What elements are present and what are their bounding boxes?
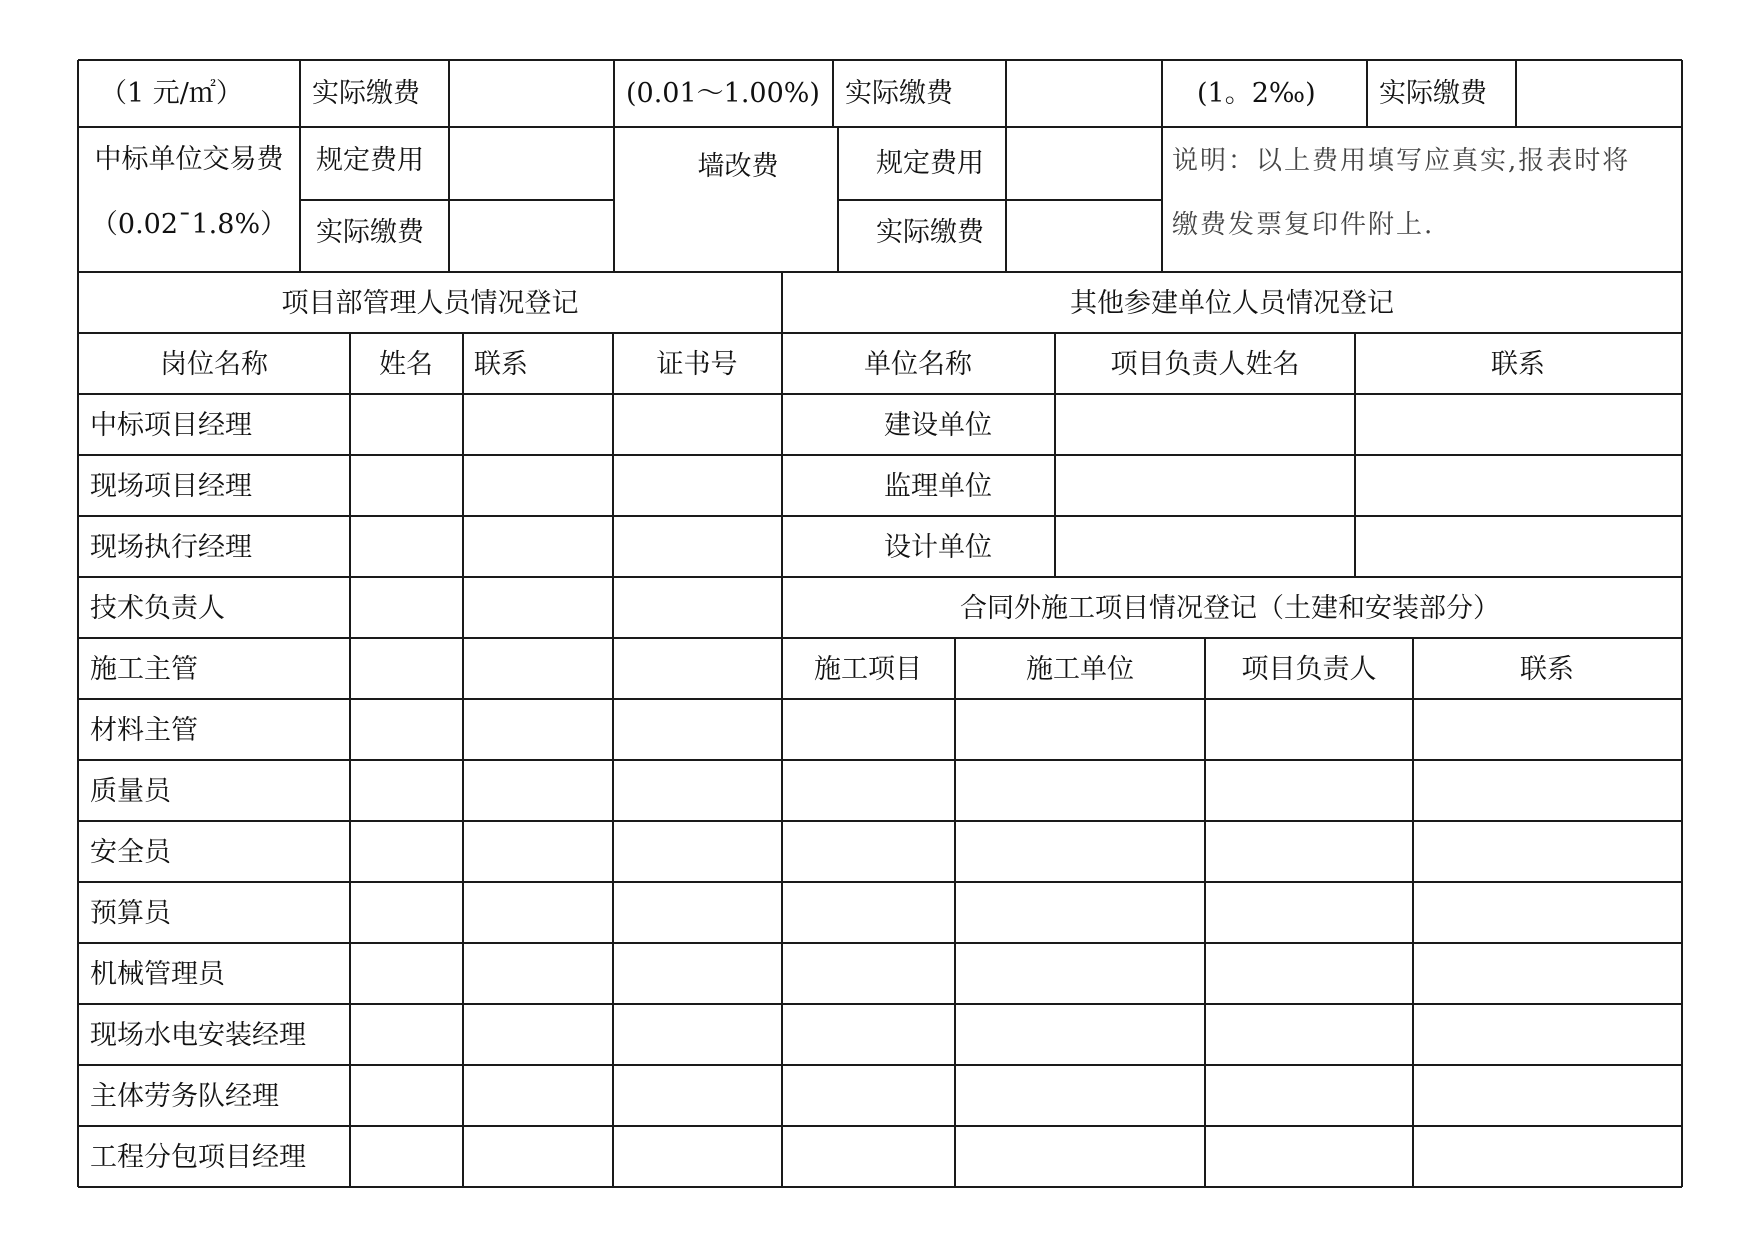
staff-position: 施工主管 [90, 654, 198, 685]
subcontract-header-contact: 联系 [1520, 654, 1574, 685]
staff-section-title: 项目部管理人员情况登记 [281, 288, 579, 319]
subcontract-header-manager: 项目负责人 [1241, 654, 1377, 685]
fee-note-line2: 缴费发票复印件附上. [1172, 210, 1435, 240]
staff-position: 材料主管 [90, 715, 198, 746]
subcontract-header-unit: 施工单位 [1026, 654, 1134, 685]
other-unit-name: 监理单位 [884, 471, 992, 502]
staff-header-certificate: 证书号 [656, 349, 738, 380]
actual-fee-label-b2: 实际缴费 [876, 217, 984, 248]
other-unit-name: 设计单位 [884, 532, 992, 563]
regulated-fee-label-b: 规定费用 [876, 148, 984, 179]
subcontract-header-project: 施工项目 [814, 654, 922, 685]
actual-fee-label-c: 实际缴费 [1379, 78, 1487, 109]
staff-position: 质量员 [90, 776, 171, 807]
other-units-section-title: 其他参建单位人员情况登记 [1070, 288, 1394, 319]
staff-position: 主体劳务队经理 [90, 1081, 279, 1112]
other-units-header-unit: 单位名称 [864, 349, 972, 380]
regulated-fee-label-a: 规定费用 [316, 145, 424, 176]
subcontract-section-title: 合同外施工项目情况登记（土建和安装部分） [960, 593, 1500, 624]
staff-position: 安全员 [90, 837, 171, 868]
staff-position: 中标项目经理 [90, 410, 252, 441]
staff-position: 预算员 [90, 898, 171, 929]
actual-fee-label-b: 实际缴费 [845, 78, 953, 109]
staff-position: 技术负责人 [90, 593, 225, 624]
wall-fee-label: 墙改费 [697, 151, 779, 182]
fee-rate-b: (0.01～1.00%) [626, 78, 820, 109]
bid-fee-rate: （0.02¯1.8%） [90, 209, 288, 240]
fee-rate-a: （1 元/㎡） [100, 78, 243, 109]
staff-position: 机械管理员 [90, 959, 225, 990]
bid-fee-label: 中标单位交易费 [94, 144, 284, 175]
other-unit-name: 建设单位 [884, 410, 992, 441]
staff-position: 现场项目经理 [90, 471, 252, 502]
staff-position: 现场水电安装经理 [90, 1020, 306, 1051]
staff-header-position: 岗位名称 [160, 349, 268, 380]
fee-rate-c: (1。2‰) [1197, 78, 1316, 109]
other-units-header-contact: 联系 [1491, 349, 1545, 380]
fee-note-line1: 说明：以上费用填写应真实,报表时将 [1172, 146, 1631, 176]
staff-position: 工程分包项目经理 [90, 1142, 306, 1173]
other-units-header-manager: 项目负责人姓名 [1110, 349, 1300, 380]
staff-header-contact: 联系 [474, 349, 528, 380]
actual-fee-label-a2: 实际缴费 [316, 217, 424, 248]
staff-position: 现场执行经理 [90, 532, 252, 563]
actual-fee-label-a: 实际缴费 [312, 78, 420, 109]
staff-header-name: 姓名 [379, 349, 433, 380]
